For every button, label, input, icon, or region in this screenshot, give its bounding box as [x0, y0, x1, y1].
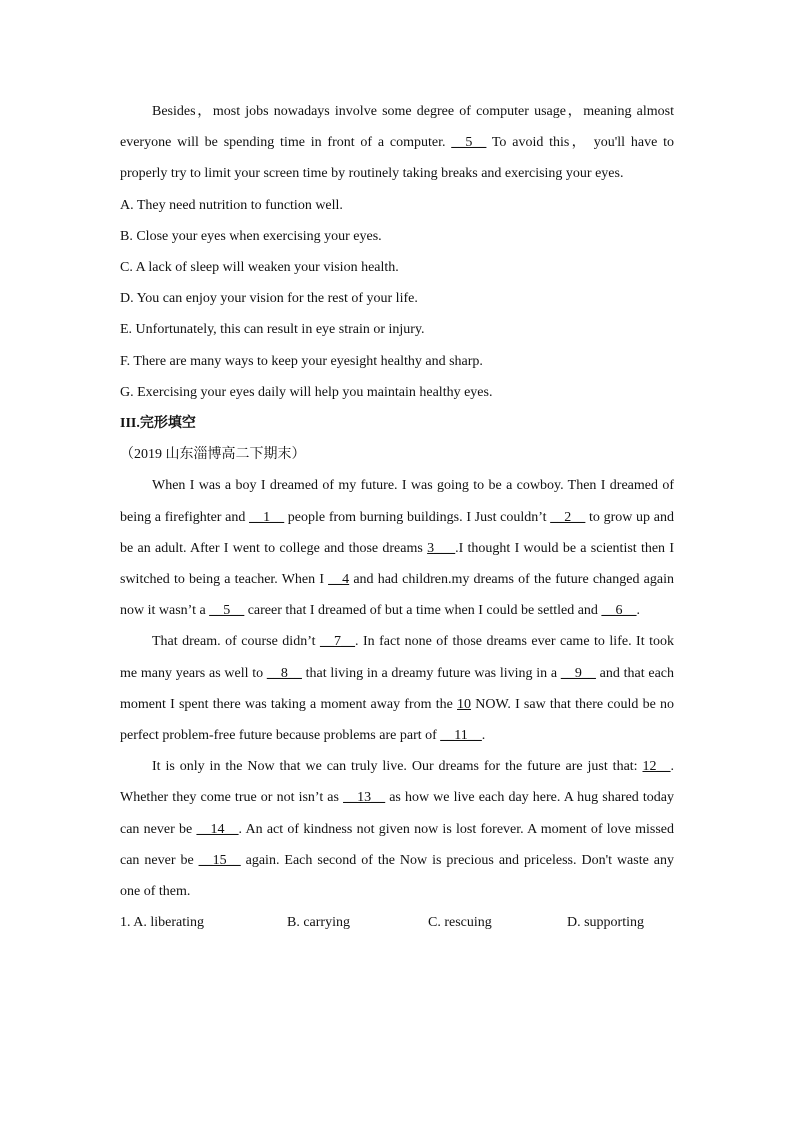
cloze-paragraph-2: [120, 626, 674, 751]
cloze-paragraph-1: [120, 470, 674, 626]
cloze-text: . An act of kindness not given now is lost forever. A moment of love missed can never be: [120, 821, 675, 868]
cloze-text: that living in a dreamy future was living in a: [301, 665, 561, 681]
blank-4: __4: [328, 572, 350, 588]
passage-text: Besides，most jobs nowadays involve some degree of computer usage，meaning almost everyone will be spending time in front of a computer.: [120, 104, 674, 151]
option-f: F. There are many ways to keep your eyesight healthy and sharp.: [120, 353, 483, 369]
cloze-text: and that each moment I spent there was taking a moment away from the: [120, 665, 674, 712]
cloze-text: .I thought I would be a scientist then I switched to being a teacher. When I: [120, 540, 674, 588]
blank-7: __7__: [319, 634, 355, 650]
choice-c: C. rescuing: [428, 915, 492, 931]
cloze-text: . Whether they come true or not isn’t as: [120, 759, 674, 806]
passage-paragraph: [120, 96, 674, 190]
blank-9: __9__: [560, 665, 596, 681]
cloze-text: to grow up and be an adult. After I went to college and those dreams: [120, 509, 674, 556]
option-b: B. Close your eyes when exercising your eyes.: [120, 228, 382, 244]
passage-text: To avoid this， you'll have to properly try to limit your screen time by routinely taking breaks and exercising your eyes.: [120, 135, 674, 182]
cloze-text: . In fact none of those dreams ever came to life. It took me many years as well to: [120, 634, 674, 681]
cloze-text: .: [636, 603, 640, 619]
blank-13: __13__: [343, 790, 386, 806]
document-page: [120, 96, 674, 938]
cloze-text: NOW. I saw that there could be no perfect problem-free future because problems are part of: [120, 696, 675, 744]
cloze-text: again. Each second of the Now is precious and priceless. Don't waste any one of them.: [120, 852, 675, 900]
option-c: C. A lack of sleep will weaken your vision health.: [120, 260, 399, 276]
blank-1: __1__: [249, 509, 285, 525]
option-e: E. Unfortunately, this can result in eye strain or injury.: [120, 322, 425, 338]
blank-3: 3___: [427, 540, 456, 556]
cloze-text: people from burning buildings. I Just couldn’t: [284, 509, 551, 525]
cloze-text: and had children.my dreams of the future changed again now it wasn’t a: [120, 572, 674, 619]
blank-10: 10: [457, 696, 472, 712]
cloze-text: career that I dreamed of but a time when I could be settled and: [244, 603, 602, 619]
question-1-choices: [120, 907, 674, 938]
blank-5: __5__: [209, 603, 245, 619]
cloze-text: When I was a boy I dreamed of my future. I was going to be a cowboy. Then I dreamed of being a firefighter and: [120, 478, 674, 525]
blank-6: __6__: [601, 603, 637, 619]
option-d: D. You can enjoy your vision for the rest of your life.: [120, 291, 418, 307]
blank-15: __15__: [198, 852, 241, 868]
option-a: A. They need nutrition to function well.: [120, 197, 343, 213]
blank-2: __2__: [550, 509, 586, 525]
choice-a: 1. A. liberating: [120, 915, 204, 931]
blank-5: __5__: [451, 135, 487, 151]
option-g: G. Exercising your eyes daily will help you maintain healthy eyes.: [120, 384, 493, 400]
cloze-text: That dream. of course didn’t: [152, 634, 320, 650]
cloze-text: .: [481, 728, 486, 744]
section-heading: III.完形填空: [120, 416, 196, 432]
cloze-text: It is only in the Now that we can truly live. Our dreams for the future are just that:: [152, 759, 643, 775]
cloze-paragraph-3: [120, 751, 674, 907]
blank-12: 12__: [642, 759, 671, 775]
cloze-text: as how we live each day here. A hug shared today can never be: [120, 790, 675, 837]
choice-b: B. carrying: [287, 915, 350, 931]
blank-11: __11__: [440, 728, 482, 744]
section-source: （2019 山东淄博高二下期末）: [120, 447, 306, 463]
blank-8: __8__: [266, 665, 302, 681]
choice-d: D. supporting: [567, 915, 644, 931]
blank-14: __14__: [196, 821, 239, 837]
